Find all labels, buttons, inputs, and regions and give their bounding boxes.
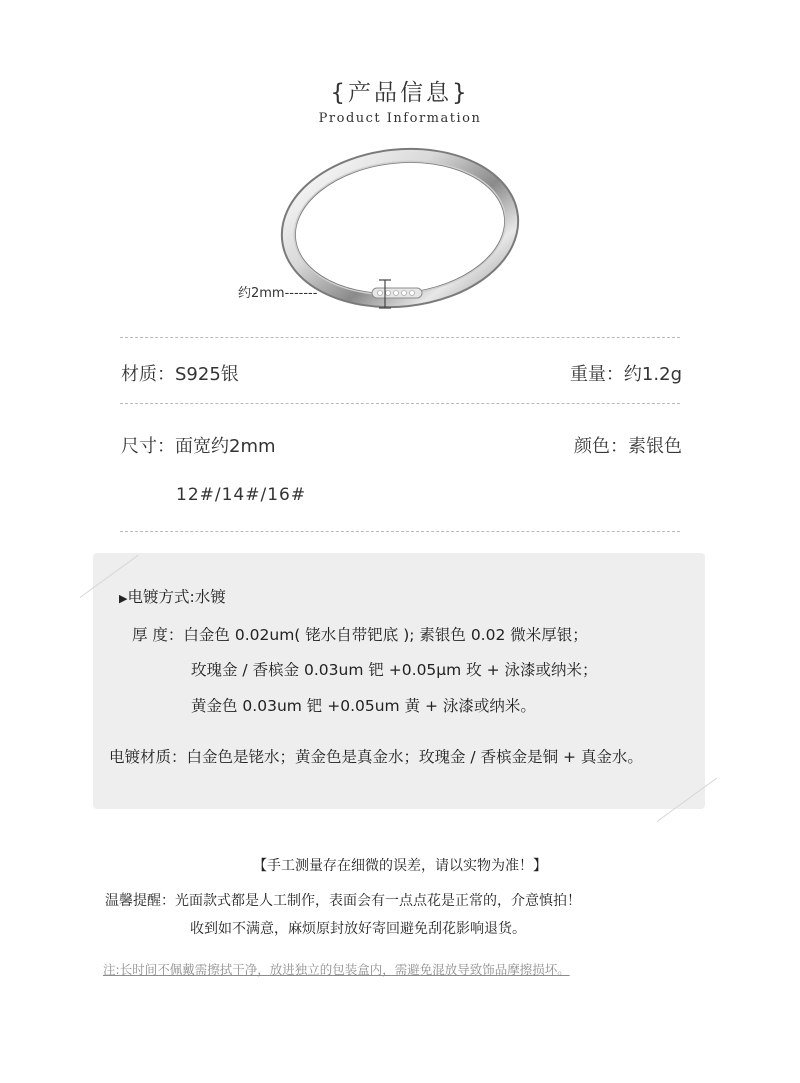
size-options: 12#/14#/16#	[176, 485, 307, 505]
weight-spec: 重量：约1.2g	[569, 364, 682, 385]
ring-image	[270, 140, 530, 330]
page-title: {产品信息}	[330, 80, 470, 106]
measurement-notice: 【手工测量存在细微的误差，请以实物为准！】	[253, 858, 547, 874]
divider	[120, 337, 680, 338]
color-spec: 颜色：素银色	[574, 436, 682, 457]
page-subtitle: Product Information	[318, 111, 482, 126]
tip-line-1: 温馨提醒：光面款式都是人工制作，表面会有一点点花是正常的，介意慎拍！	[105, 893, 581, 909]
triangle-bullet-icon: ▶	[119, 592, 128, 605]
width-label: 约2mm-------	[238, 286, 318, 301]
plating-material: 电镀材质：白金色是铑水；黄金色是真金水；玫瑰金 / 香槟金是铜 + 真金水。	[109, 748, 643, 766]
plating-thickness-line-1: 厚 度：白金色 0.02um( 铑水自带钯底 ); 素银色 0.02 微米厚银；	[132, 626, 588, 644]
divider	[120, 403, 680, 404]
care-note: 注:长时间不佩戴需擦拭干净，放进独立的包装盒内，需避免混放导致饰品摩擦损坏。	[103, 962, 570, 977]
divider	[120, 531, 680, 532]
plating-thickness-line-2: 玫瑰金 / 香槟金 0.03um 钯 +0.05μm 玫 + 泳漆或纳米；	[191, 661, 598, 679]
plating-thickness-line-3: 黄金色 0.03um 钯 +0.05um 黄 + 泳漆或纳米。	[191, 697, 536, 715]
tip-line-2: 收到如不满意，麻烦原封放好寄回避免刮花影响退货。	[190, 921, 526, 937]
material-spec: 材质：S925银	[121, 364, 239, 385]
plating-method: ▶电镀方式:水镀	[119, 588, 226, 606]
stone-row	[372, 288, 422, 298]
size-spec: 尺寸：面宽约2mm	[121, 436, 276, 457]
